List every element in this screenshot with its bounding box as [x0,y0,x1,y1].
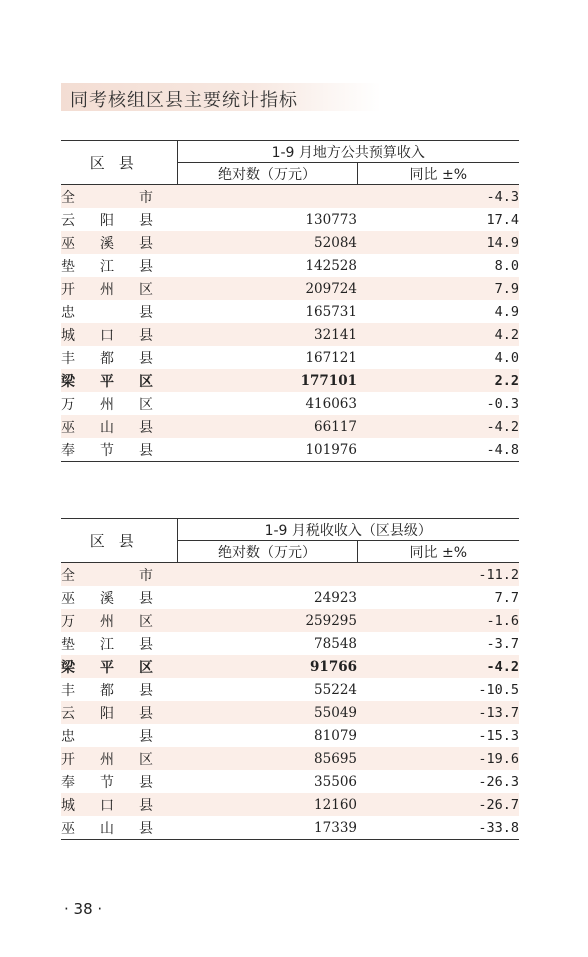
table-row [61,747,519,770]
region-name-char: 江 [100,258,114,275]
region-name-char: 忠 [61,304,75,321]
region-name-char: 巫 [61,235,75,252]
region-name-char: 溪 [100,590,114,607]
region-name-cell [61,277,177,300]
yoy-value-cell: -4.2 [357,415,519,438]
region-name-char: 县 [139,419,153,436]
region-name-cell [61,438,177,462]
absolute-value-cell: 177101 [177,369,357,392]
region-name-char: 丰 [61,682,75,699]
table-body [61,563,519,840]
region-name-char: 平 [100,659,114,676]
yoy-value-cell: -26.3 [478,773,520,790]
region-name-char: 县 [139,235,153,252]
yoy-value-cell: -1.6 [357,609,519,632]
table-row [61,369,519,392]
absolute-value-cell: 66117 [177,415,357,438]
region-name-char: 口 [100,327,114,344]
absolute-value-cell: 416063 [305,395,357,412]
region-name-cell [61,346,177,369]
yoy-value-cell: -26.7 [357,793,519,816]
yoy-column-header: 同比 ±% [357,541,519,563]
region-name-cell [61,586,177,609]
yoy-value-cell: 4.9 [494,303,520,320]
region-name-char: 溪 [100,235,114,252]
region-name-cell [61,655,177,678]
table-row [61,701,519,724]
absolute-value-cell: 259295 [177,609,357,632]
table-row [61,231,519,254]
region-name-char: 城 [61,797,75,814]
region-name-char: 万 [61,396,75,413]
table-row [61,438,519,462]
region-name-cell [61,563,177,587]
region-name-char: 节 [100,442,114,459]
region-name-char: 县 [139,327,153,344]
table-row [61,770,519,793]
region-name-cell [61,300,177,323]
absolute-value-cell: 165731 [305,303,357,320]
region-name-char: 市 [139,567,153,584]
yoy-value-cell: 4.2 [357,323,519,346]
region-name-cell [61,609,177,632]
absolute-value-cell: 78548 [314,635,357,652]
region-name-char: 区 [139,751,153,768]
region-name-char: 云 [61,705,75,722]
region-name-char: 区 [139,613,153,630]
yoy-value-cell: -0.3 [486,395,520,412]
region-name-char: 县 [139,304,153,321]
yoy-value-cell: -4.8 [357,438,519,462]
region-name-char: 区 [139,373,153,390]
region-name-char: 开 [61,281,75,298]
absolute-value-cell: 91766 [177,655,357,678]
region-name-cell [61,724,177,747]
region-name-char: 区 [139,281,153,298]
absolute-value-cell: 24923 [314,589,357,606]
region-name-char: 县 [139,682,153,699]
region-name-char: 县 [139,212,153,229]
yoy-value-cell: 17.4 [486,211,520,228]
region-name-char: 奉 [61,442,75,459]
region-name-char: 全 [61,189,75,206]
region-name-char: 县 [139,820,153,837]
region-name-cell [61,231,177,254]
region-name-char: 巫 [61,590,75,607]
region-name-char: 平 [100,373,114,390]
absolute-value-cell [177,563,357,587]
table-row [61,277,519,300]
region-name-char: 县 [139,590,153,607]
table-row [61,678,519,701]
absolute-value-cell: 130773 [305,211,357,228]
region-name-char: 州 [100,396,114,413]
region-name-char: 山 [100,419,114,436]
region-name-char: 山 [100,820,114,837]
region-name-char: 都 [100,350,114,367]
table-row [61,793,519,816]
region-name-cell [61,678,177,701]
region-name-cell [61,392,177,415]
region-name-char: 全 [61,567,75,584]
yoy-value-cell: 4.0 [494,349,520,366]
yoy-value-cell: -11.2 [357,563,519,587]
region-name-char: 州 [100,281,114,298]
table-row [61,632,519,655]
region-name-char: 阳 [100,705,114,722]
absolute-value-cell: 81079 [314,727,357,744]
region-name-char: 万 [61,613,75,630]
region-name-cell [61,254,177,277]
yoy-value-cell: -33.8 [357,816,519,840]
region-name-char: 市 [139,189,153,206]
period-header: 1-9 月税收收入（区县级） [177,519,519,541]
yoy-value-cell: -19.6 [357,747,519,770]
region-name-char: 阳 [100,212,114,229]
table-row [61,609,519,632]
absolute-column-header: 绝对数（万元） [177,163,357,185]
region-name-char: 巫 [61,820,75,837]
absolute-value-cell: 142528 [305,257,357,274]
absolute-value-cell [177,185,357,209]
region-name-cell [61,632,177,655]
table-row [61,208,519,231]
region-name-cell [61,323,177,346]
yoy-value-cell: -10.5 [478,681,520,698]
region-name-char: 梁 [61,373,75,390]
region-name-char: 江 [100,636,114,653]
yoy-value-cell: 2.2 [357,369,519,392]
region-name-char: 口 [100,797,114,814]
region-name-char: 节 [100,774,114,791]
table-row [61,254,519,277]
absolute-value-cell: 167121 [305,349,357,366]
page-number: · 38 · [64,900,103,918]
region-name-char: 梁 [61,659,75,676]
absolute-value-cell: 209724 [177,277,357,300]
yoy-value-cell: -3.7 [486,635,520,652]
region-name-char: 县 [139,797,153,814]
budget-revenue-table [61,140,519,462]
region-name-cell [61,415,177,438]
table-row [61,323,519,346]
region-name-char: 县 [139,705,153,722]
period-header: 1-9 月地方公共预算收入 [177,141,519,163]
region-name-char: 丰 [61,350,75,367]
region-name-char: 云 [61,212,75,229]
region-name-char: 县 [139,350,153,367]
table-row [61,346,519,369]
page-title: 同考核组区县主要统计指标 [70,90,298,111]
region-name-char: 县 [139,728,153,745]
yoy-value-cell: 7.9 [357,277,519,300]
region-name-char: 都 [100,682,114,699]
table-row [61,563,519,587]
region-name-char: 开 [61,751,75,768]
yoy-value-cell: -13.7 [357,701,519,724]
absolute-value-cell: 55049 [177,701,357,724]
region-name-char: 县 [139,636,153,653]
absolute-value-cell: 35506 [314,773,357,790]
absolute-value-cell: 17339 [177,816,357,840]
yoy-value-cell: 14.9 [357,231,519,254]
region-name-cell [61,369,177,392]
yoy-value-cell: -4.2 [357,655,519,678]
absolute-value-cell: 52084 [177,231,357,254]
yoy-value-cell: -4.3 [357,185,519,209]
absolute-column-header: 绝对数（万元） [177,541,357,563]
region-name-char: 县 [139,258,153,275]
absolute-value-cell: 12160 [177,793,357,816]
region-column-header: 区县 [61,519,177,563]
region-name-char: 垫 [61,636,75,653]
region-column-header: 区县 [61,141,177,185]
tax-revenue-table [61,518,519,840]
region-name-char: 县 [139,442,153,459]
region-name-char: 区 [139,396,153,413]
absolute-value-cell: 32141 [177,323,357,346]
region-name-char: 奉 [61,774,75,791]
region-name-cell [61,185,177,209]
table-row [61,724,519,747]
table-row [61,415,519,438]
region-name-cell [61,208,177,231]
absolute-value-cell: 101976 [177,438,357,462]
table-row [61,185,519,209]
absolute-value-cell: 55224 [314,681,357,698]
region-name-char: 城 [61,327,75,344]
region-name-char: 区 [139,659,153,676]
region-name-cell [61,770,177,793]
yoy-column-header: 同比 ±% [357,163,519,185]
region-name-cell [61,701,177,724]
region-name-char: 州 [100,751,114,768]
table-row [61,586,519,609]
table-row [61,300,519,323]
region-name-cell [61,793,177,816]
page-title-banner [61,83,381,111]
region-name-char: 巫 [61,419,75,436]
table-row [61,816,519,840]
yoy-value-cell: 8.0 [494,257,520,274]
region-name-cell [61,816,177,840]
table-row [61,655,519,678]
region-name-cell [61,747,177,770]
absolute-value-cell: 85695 [177,747,357,770]
region-name-char: 州 [100,613,114,630]
table-row [61,392,519,415]
table-body [61,185,519,462]
region-name-char: 县 [139,774,153,791]
region-name-char: 垫 [61,258,75,275]
yoy-value-cell: 7.7 [494,589,520,606]
region-name-char: 忠 [61,728,75,745]
yoy-value-cell: -15.3 [478,727,520,744]
